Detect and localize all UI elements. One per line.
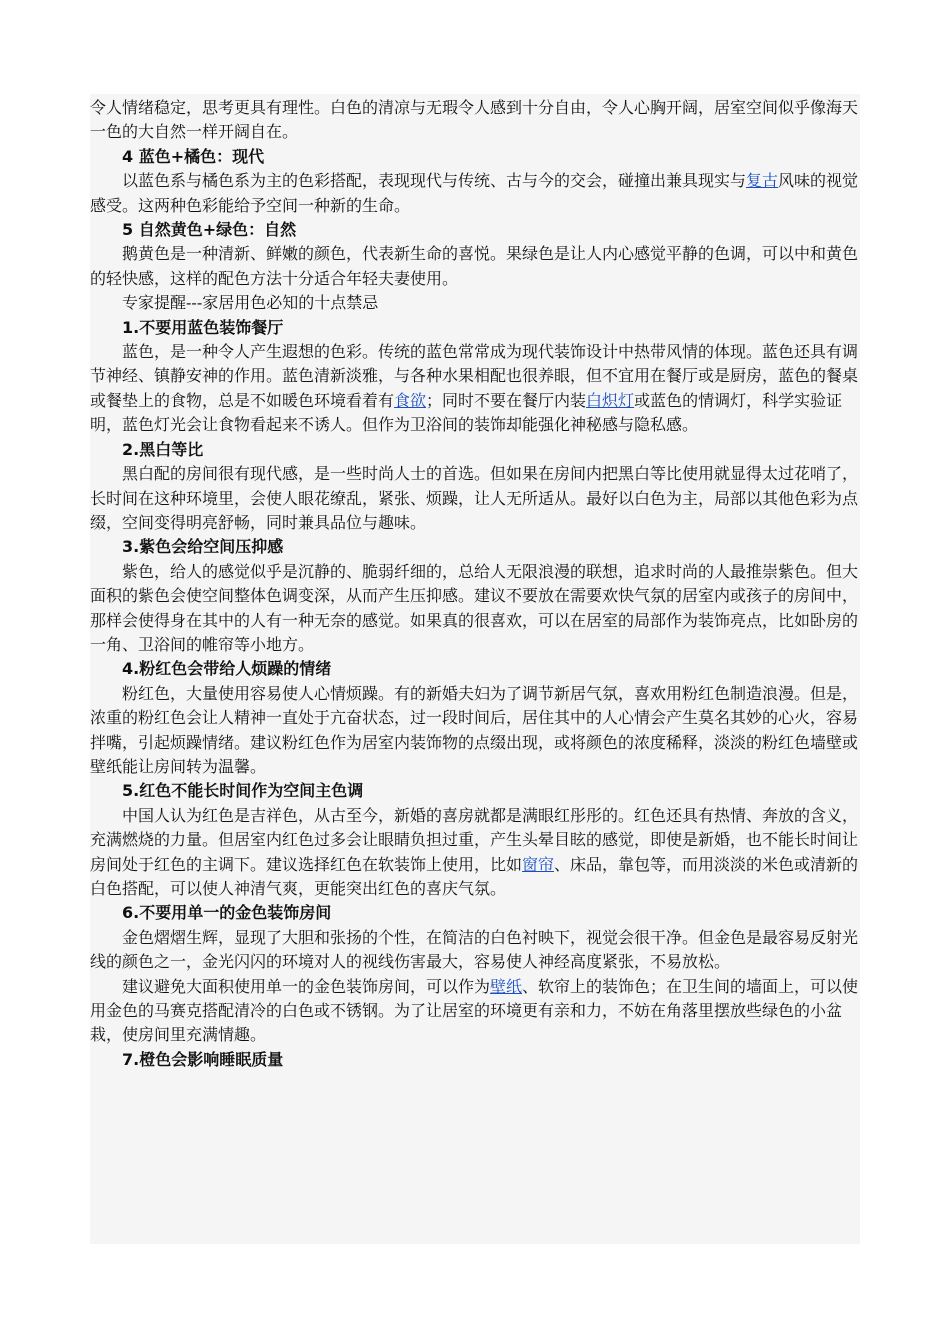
text: 建议避免大面积使用单一的金色装饰房间，可以作为 bbox=[122, 976, 491, 996]
section-heading-4: 4 蓝色+橘色：现代 bbox=[122, 146, 265, 166]
taboo-heading-7: 7.橙色会影响睡眠质量 bbox=[122, 1049, 284, 1069]
text: 蓝色，是一种令人产生遐想的色彩。传统的蓝色常常成为现代装饰设计中热带风情的体现。蓝色还具有调节神经、镇静安神的作用。蓝色清新淡雅，与各种水果相配也很养眼，但不宜用在餐厅或是厨房，蓝色的餐桌或餐垫上的食物，总是不如暖色环境看着有 bbox=[90, 342, 859, 410]
link-curtain[interactable]: 窗帘 bbox=[522, 854, 555, 874]
taboo-heading-2: 2.黑白等比 bbox=[122, 439, 204, 459]
paragraph-section-4 bbox=[90, 169, 860, 218]
text: 或蓝色的情调灯，科学实验证明，蓝色灯光会让食物看起来不诱人。但作为卫浴间的装饰却能强化神秘感与隐私感。 bbox=[90, 390, 843, 435]
link-appetite[interactable]: 食欲 bbox=[394, 390, 427, 410]
section-heading-5: 5 自然黄色+绿色：自然 bbox=[122, 220, 297, 240]
taboo-heading-5: 5.红色不能长时间作为空间主色调 bbox=[122, 781, 364, 801]
paragraph-taboo-2: 黑白配的房间很有现代感，是一些时尚人士的首选。但如果在房间内把黑白等比使用就显得太过花哨了，长时间在这种环境里，会使人眼花缭乱，紧张、烦躁，让人无所适从。最好以白色为主，局部以其他色彩为点缀，空间变得明亮舒畅，同时兼具品位与趣味。 bbox=[90, 464, 859, 532]
paragraph-taboo-5 bbox=[90, 804, 860, 902]
link-wallpaper[interactable]: 壁纸 bbox=[490, 976, 523, 996]
paragraph-taboo-6b bbox=[90, 975, 860, 1048]
paragraph-taboo-4: 粉红色，大量使用容易使人心情烦躁。有的新婚夫妇为了调节新居气氛，喜欢用粉红色制造浪漫。但是，浓重的粉红色会让人精神一直处于亢奋状态，过一段时间后，居住其中的人心情会产生莫名其妙的心火，容易拌嘴，引起烦躁情绪。建议粉红色作为居室内装饰物的点缀出现，或将颜色的浓度稀释，淡淡的粉红色墙壁或壁纸能让房间转为温馨。 bbox=[90, 683, 859, 776]
paragraph-taboo-6a: 金色熠熠生辉，显现了大胆和张扬的个性，在简洁的白色衬映下，视觉会很干净。但金色是最容易反射光线的颜色之一，金光闪闪的环境对人的视线伤害最大，容易使人神经高度紧张，不易放松。 bbox=[90, 927, 859, 972]
text: 以蓝色系与橘色系为主的色彩搭配，表现现代与传统、古与今的交会，碰撞出兼具现实与 bbox=[122, 171, 747, 191]
document-body bbox=[90, 96, 860, 1072]
taboo-heading-1: 1.不要用蓝色装饰餐厅 bbox=[122, 317, 284, 337]
text: 中国人认为红色是吉祥色，从古至今，新婚的喜房就都是满眼红彤彤的。红色还具有热情、奔放的含义，充满燃烧的力量。但居室内红色过多会让眼睛负担过重，产生头晕目眩的感觉，即使是新婚，也不能长时间让房间处于红色的主调下。建议选择红色在软装饰上使用，比如 bbox=[90, 805, 859, 874]
text: 、床品，靠包等，而用淡淡的米色或清新的白色搭配，可以使人神清气爽，更能突出红色的喜庆气氛。 bbox=[90, 854, 859, 898]
text: 、软帘上的装饰色；在卫生间的墙面上，可以使用金色的马赛克搭配清冷的白色或不锈钢。为了让居室的环境更有亲和力，不妨在角落里摆放些绿色的小盆栽，使房间里充满情趣。 bbox=[90, 976, 859, 1045]
paragraph-taboo-1 bbox=[90, 340, 860, 438]
link-retro[interactable]: 复古 bbox=[746, 171, 779, 191]
taboo-heading-4: 4.粉红色会带给人烦躁的情绪 bbox=[122, 659, 332, 679]
paragraph-section-5: 鹅黄色是一种清新、鲜嫩的颜色，代表新生命的喜悦。果绿色是让人内心感觉平静的色调，可以中和黄色的轻快感，这样的配色方法十分适合年轻夫妻使用。 bbox=[90, 244, 859, 288]
expert-tips-title: 专家提醒---家居用色必知的十点禁忌 bbox=[122, 293, 379, 313]
link-incandescent-lamp[interactable]: 白炽灯 bbox=[586, 390, 635, 410]
text: ；同时不要在餐厅内装 bbox=[426, 390, 587, 410]
paragraph-intro: 令人情绪稳定，思考更具有理性。白色的清凉与无瑕令人感到十分自由，令人心胸开阔，居室空间似乎像海天一色的大自然一样开阔自在。 bbox=[90, 98, 859, 142]
taboo-heading-3: 3.紫色会给空间压抑感 bbox=[122, 537, 284, 557]
text: 风味的视觉感受。这两种色彩能给予空间一种新的生命。 bbox=[90, 171, 859, 215]
taboo-heading-6: 6.不要用单一的金色装饰房间 bbox=[122, 903, 332, 923]
paragraph-taboo-3: 紫色，给人的感觉似乎是沉静的、脆弱纤细的，总给人无限浪漫的联想，追求时尚的人最推崇紫色。但大面积的紫色会使空间整体色调变深，从而产生压抑感。建议不要放在需要欢快气氛的居室内或孩子的房间中，那样会使得身在其中的人有一种无奈的感觉。如果真的很喜欢，可以在居室的局部作为装饰亮点，比如卧房的一角、卫浴间的帷帘等小地方。 bbox=[90, 561, 859, 654]
